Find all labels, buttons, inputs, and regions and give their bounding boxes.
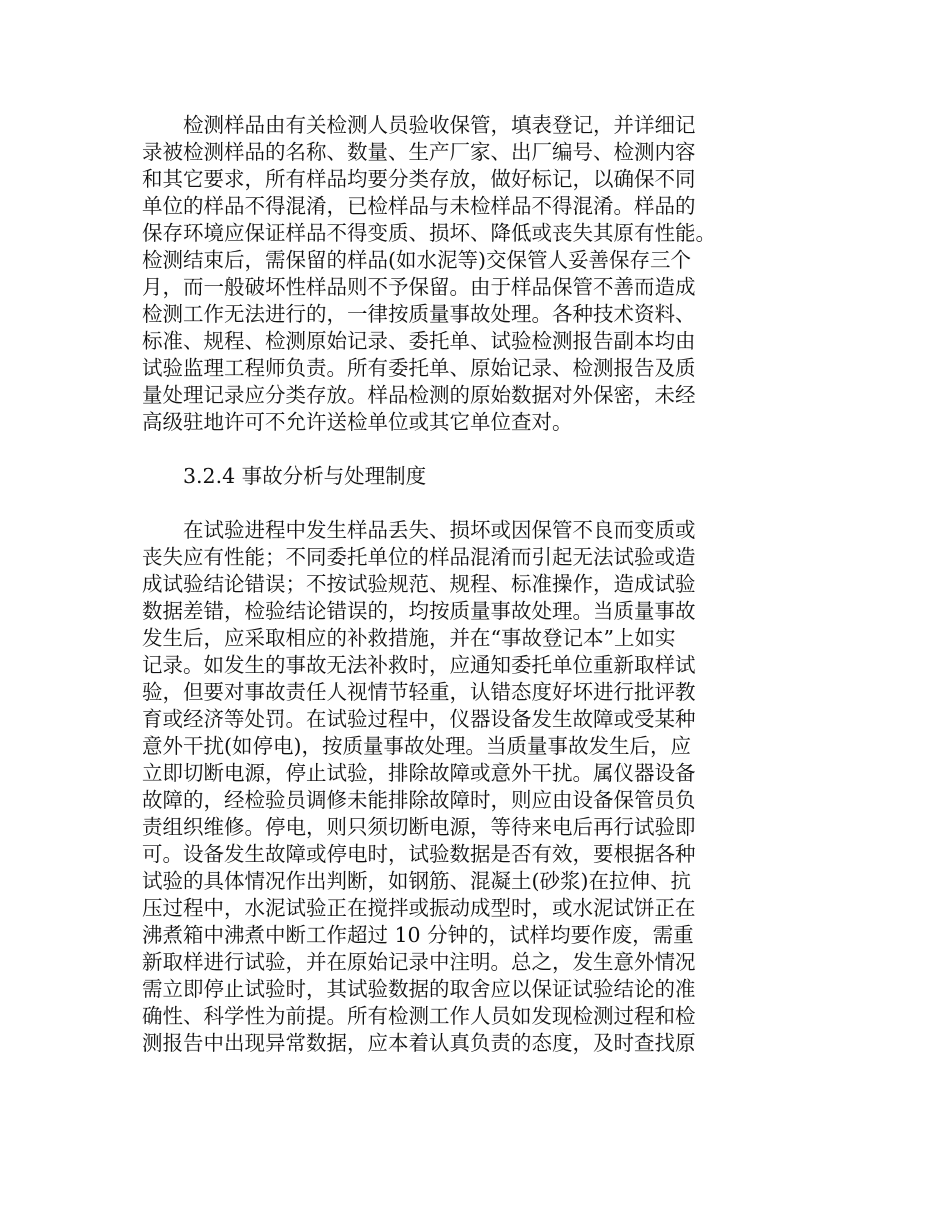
- paragraph-spacer: [142, 436, 832, 463]
- text-line: 确性、科学性为前提。所有检测工作人员如发现检测过程和检: [142, 1004, 696, 1028]
- text-line: 检测工作无法进行的，一律按质量事故处理。各种技术资料、: [142, 302, 696, 326]
- text-line: 沸煮箱中沸煮中断工作超过 10 分钟的，试样均要作废，需重: [142, 923, 694, 947]
- text-line: 成试验结论错误；不按试验规范、规程、标准操作，造成试验: [142, 572, 696, 596]
- text-line: 月，而一般破坏性样品则不予保留。由于样品保管不善而造成: [142, 275, 696, 299]
- text-line: 标准、规程、检测原始记录、委托单、试验检测报告副本均由: [142, 329, 696, 353]
- text-line: 发生后，应采取相应的补救措施，并在“事故登记本”上如实: [142, 626, 676, 650]
- text-line: 丧失应有性能；不同委托单位的样品混淆而引起无法试验或造: [142, 545, 696, 569]
- text-line: 和其它要求，所有样品均要分类存放，做好标记，以确保不同: [142, 167, 696, 191]
- text-line: 立即切断电源，停止试验，排除故障或意外干扰。属仪器设备: [142, 761, 696, 785]
- text-line: 记录。如发生的事故无法补救时，应通知委托单位重新取样试: [142, 653, 696, 677]
- text-line: 可。设备发生故障或停电时，试验数据是否有效，要根据各种: [142, 842, 696, 866]
- text-line: 育或经济等处罚。在试验过程中，仪器设备发生故障或受某种: [142, 707, 696, 731]
- text-line: 高级驻地许可不允许送检单位或其它单位查对。: [142, 410, 573, 434]
- paragraph-sample-storage: [142, 112, 832, 436]
- paragraph-accident-handling: [142, 517, 832, 1057]
- text-line: 故障的，经检验员调修未能排除故障时，则应由设备保管员负: [142, 788, 696, 812]
- text-line: 压过程中，水泥试验正在搅拌或振动成型时，或水泥试饼正在: [142, 896, 696, 920]
- text-line: 在试验进程中发生样品丢失、损坏或因保管不良而变质或: [142, 518, 696, 542]
- text-line: 新取样进行试验，并在原始记录中注明。总之，发生意外情况: [142, 950, 696, 974]
- text-line: 录被检测样品的名称、数量、生产厂家、出厂编号、检测内容: [142, 140, 696, 164]
- text-line: 测报告中出现异常数据，应本着认真负责的态度，及时查找原: [142, 1031, 696, 1055]
- text-line: 检测样品由有关检测人员验收保管，填表登记，并详细记: [142, 113, 696, 137]
- text-line: 单位的样品不得混淆，已检样品与未检样品不得混淆。样品的: [142, 194, 696, 218]
- text-line: 验，但要对事故责任人视情节轻重，认错态度好坏进行批评教: [142, 680, 696, 704]
- text-line: 检测结束后，需保留的样品(如水泥等)交保管人妥善保存三个: [142, 248, 691, 272]
- text-line: 数据差错，检验结论错误的，均按质量事故处理。当质量事故: [142, 599, 696, 623]
- text-line: 试验监理工程师负责。所有委托单、原始记录、检测报告及质: [142, 356, 696, 380]
- text-line: 保存环境应保证样品不得变质、损坏、降低或丧失其原有性能。: [142, 221, 716, 245]
- document-page: [142, 112, 832, 1057]
- text-line: 意外干扰(如停电)，按质量事故处理。当质量事故发生后，应: [142, 734, 691, 758]
- text-line: 量处理记录应分类存放。样品检测的原始数据对外保密，未经: [142, 383, 696, 407]
- text-line: 试验的具体情况作出判断，如钢筋、混凝土(砂浆)在拉伸、抗: [142, 869, 691, 893]
- text-line: 责组织维修。停电，则只须切断电源，等待来电后再行试验即: [142, 815, 696, 839]
- section-heading: 3.2.4 事故分析与处理制度: [142, 464, 427, 488]
- text-line: 需立即停止试验时，其试验数据的取舍应以保证试验结论的准: [142, 977, 696, 1001]
- paragraph-spacer: [142, 490, 832, 517]
